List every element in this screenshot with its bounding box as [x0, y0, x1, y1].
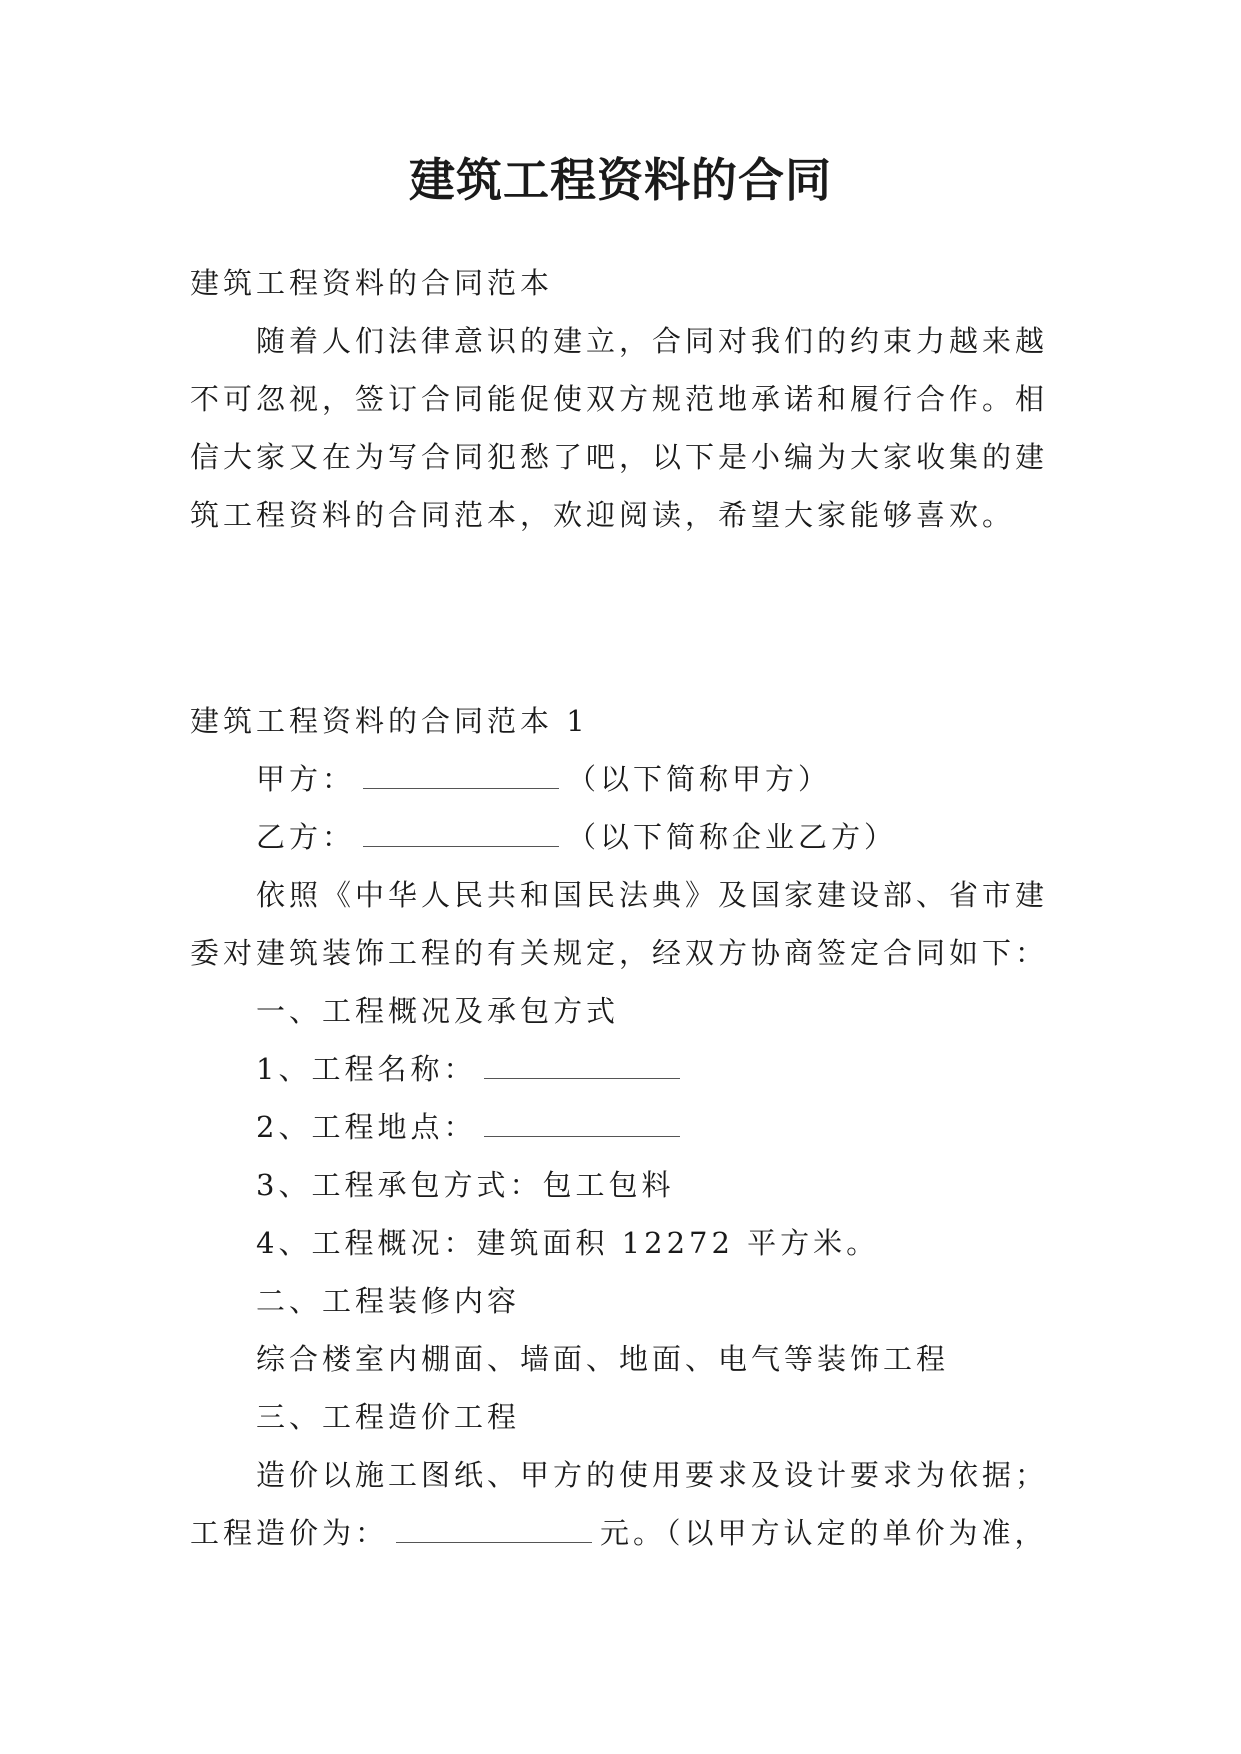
cost-prefix: 工程造价为： — [190, 1516, 389, 1550]
document-body — [190, 254, 1070, 544]
subtitle: 建筑工程资料的合同范本 — [190, 266, 554, 300]
cost-basis-line: 造价以施工图纸、甲方的使用要求及设计要求为依据； — [256, 1458, 1049, 1492]
party-b-blank — [363, 824, 559, 847]
intro-line: 筑工程资料的合同范本，欢迎阅读，希望大家能够喜欢。 — [190, 498, 1016, 532]
party-a-note: （以下简称甲方） — [567, 762, 832, 796]
heading-2: 二、工程装修内容 — [256, 1284, 521, 1318]
project-name-blank — [484, 1056, 680, 1079]
basis-line: 依照《中华人民共和国民法典》及国家建设部、省市建 — [256, 878, 1049, 912]
decoration-content: 综合楼室内棚面、墙面、地面、电气等装饰工程 — [256, 1342, 950, 1376]
intro-line: 随着人们法律意识的建立，合同对我们的约束力越来越 — [256, 324, 1049, 358]
item-contract-mode: 3、工程承包方式：包工包料 — [256, 1168, 675, 1202]
party-b-label: 乙方： — [256, 820, 356, 854]
item-project-name — [190, 1040, 1070, 1098]
cost-suffix: 元。（以甲方认定的单价为准， — [600, 1516, 1048, 1550]
item-project-location — [190, 1098, 1070, 1156]
party-b-line — [190, 808, 1070, 866]
heading-3: 三、工程造价工程 — [256, 1400, 521, 1434]
document-title: 建筑工程资料的合同 — [409, 153, 832, 207]
cost-blank — [396, 1520, 592, 1543]
basis-line: 委对建筑装饰工程的有关规定，经双方协商签定合同如下： — [190, 936, 1049, 970]
item-overview: 4、工程概况：建筑面积 12272 平方米。 — [256, 1226, 880, 1260]
party-b-note: （以下简称企业乙方） — [567, 820, 898, 854]
section-heading: 建筑工程资料的合同范本 1 — [190, 704, 589, 738]
project-location-blank — [484, 1114, 680, 1137]
item1-label: 1、工程名称： — [256, 1052, 477, 1086]
item2-label: 2、工程地点： — [256, 1110, 477, 1144]
party-a-label: 甲方： — [256, 762, 356, 796]
party-a-blank — [363, 766, 559, 789]
intro-line: 信大家又在为写合同犯愁了吧，以下是小编为大家收集的建 — [190, 440, 1049, 474]
contract-body — [190, 692, 1070, 1562]
heading-1: 一、工程概况及承包方式 — [256, 994, 620, 1028]
party-a-line — [190, 750, 1070, 808]
intro-line: 不可忽视，签订合同能促使双方规范地承诺和履行合作。相 — [190, 382, 1049, 416]
cost-amount-line — [190, 1504, 1070, 1562]
